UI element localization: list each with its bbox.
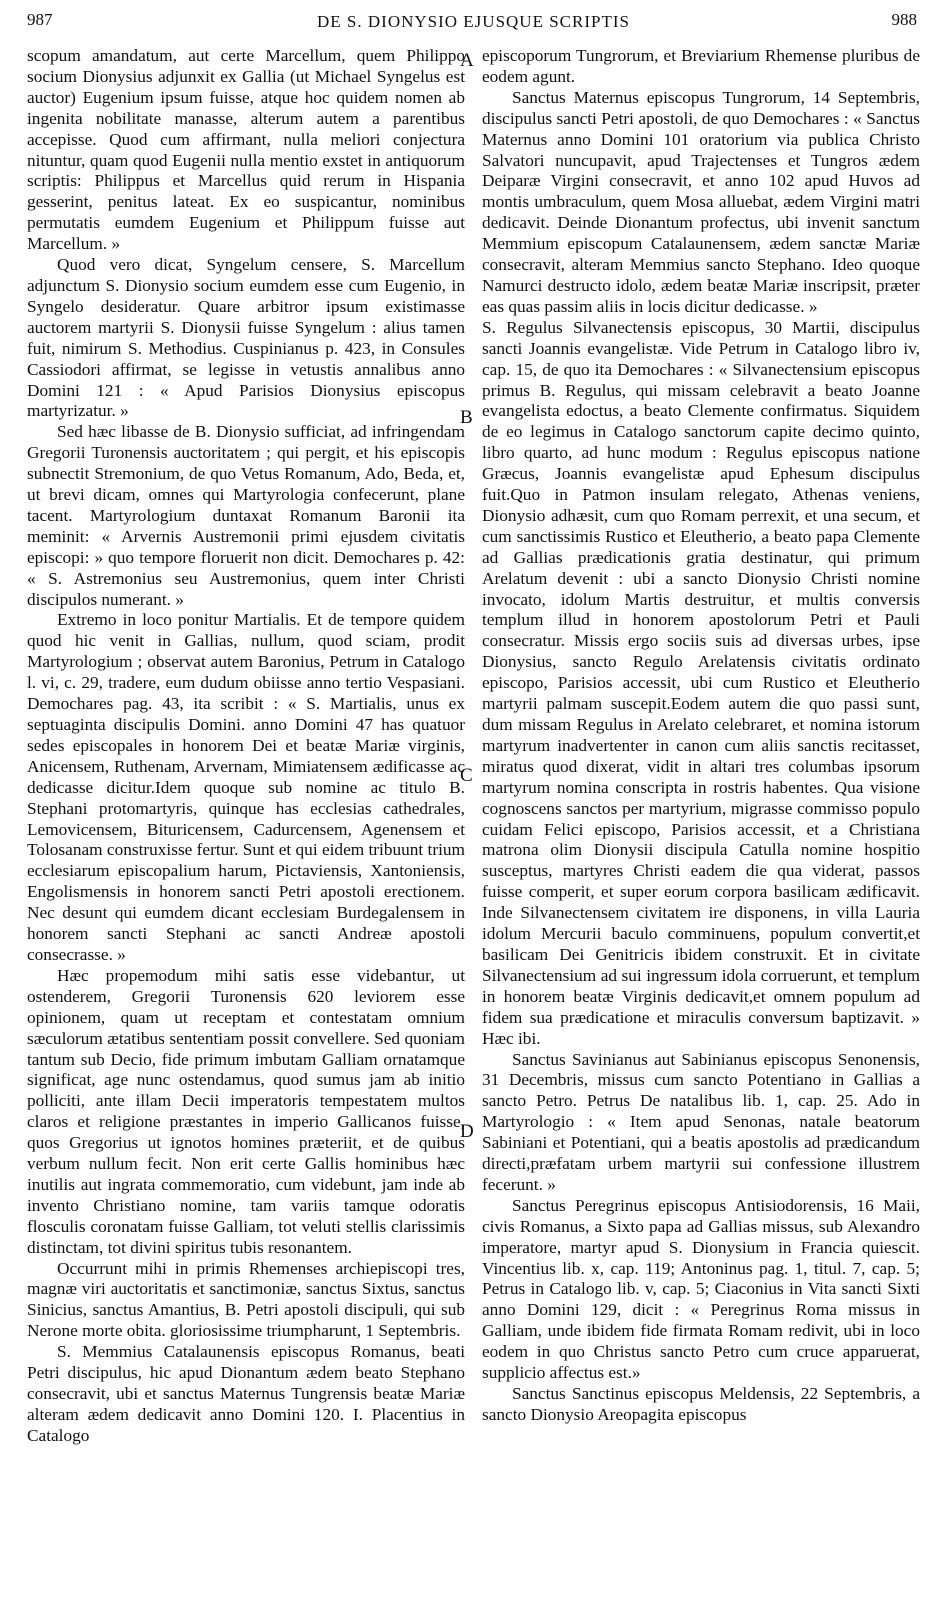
paragraph: Sanctus Savinianus aut Sabinianus episcopus Senonensis, 31 Decembris, missus cum sancto Potentiano in Gallias a sancto Petro. Petrus De natalibus lib. 1, cap. 25. Ado in Martyrologio : « Item apud Senonas, natale beatorum Sabiniani et Potentiani, qui a beatis apostolis ad prædicandum directi,præfatam urbem martyrii sui confessione illustrem fecerunt. » — [482, 1049, 920, 1194]
paragraph: Sanctus Sanctinus episcopus Meldensis, 22 Septembris, a sancto Dionysio Areopagita episcopus — [482, 1384, 920, 1424]
right-column — [482, 46, 920, 1586]
running-title: DE S. DIONYSIO EJUSQUE SCRIPTIS — [317, 12, 630, 31]
paragraph: scopum amandatum, aut certe Marcellum, quem Philippo socium Dionysius adjunxit ex Gallia (ut Michael Syngelus est auctor) Eugenium ipsum fuisse, atque hoc quidem nomen ab ingenita nobilitate manasse, alterum autem a parentibus accepisse. Quod cum affirmant, nulla meliori conjectura nituntur, quam quod Eugenii nulla mentio exstet in antiquorum scriptis: Philippus et Marcellus quid rerum in Hispania gesserint, penitus lateat. Ex eo suspicantur, nominibus permutatis eumdem Eugenium et Philippum fuisse aut Marcellum. » — [27, 46, 465, 254]
paragraph: Sed hæc libasse de B. Dionysio sufficiat, ad infringendam Gregorii Turonensis auctoritatem ; qui pergit, et his episcopis subnectit Stremonium, de quo Vetus Romanum, Ado, Beda, et, ut brevi dicam, omnes qui Martyrologia confecerunt, plane tacent. Martyrologium duntaxat Romanum Baronii ita meminit: « Arvernis Austremonii primi ejusdem civitatis episcopi: » quo tempore floruerit non dicit. Demochares p. 42: « S. Astremonius seu Austremonius, quem inter Christi discipulos numerant. » — [27, 422, 465, 609]
paragraph: Extremo in loco ponitur Martialis. Et de tempore quidem quod hic venit in Gallias, nullum, quod sciam, prodit Martyrologium ; observat autem Baronius, Petrum in Catalogo l. vi, c. 29, tradere, eum dudum obiisse anno tertio Vespasiani. Demochares pag. 43, ita scribit : « S. Martialis, unus ex septuaginta discipulis Domini. anno Domini 47 has quatuor sedes episcopales in honorem Dei et beatæ Mariæ virginis, Anicensem, Ruthenam, Arvernam, Mimiatensem ædificasse ac dedicasse dicitur.Idem quoque sub nomine ac titulo B. Stephani protomartyris, quinque has ecclesias cathedrales, Lemovicensem, Bituricensem, Cadurcensem, Agenensem et Tolosanam construxisse fertur. Sunt et qui eidem tribuunt trium ecclesiarum episcopalium harum, Pictaviensis, Xantoniensis, Engolismensis in honorem sancti Petri apostoli erectionem. Nec desunt qui eumdem dicant ecclesiam Burdegalensem in honorem sancti Stephani ac sancti Andreæ apostoli consecrasse. » — [27, 610, 465, 964]
page-header — [0, 10, 947, 40]
paragraph: episcoporum Tungrorum, et Breviarium Rhemense pluribus de eodem agunt. — [482, 46, 920, 86]
margin-letter-b: B — [460, 407, 473, 428]
margin-letter-d: D — [460, 1121, 474, 1142]
paragraph: Sanctus Maternus episcopus Tungrorum, 14 Septembris, discipulus sancti Petri apostoli, de quo Demochares : « Sanctus Maternus anno Domini 101 oratorium via publica Christo Salvatori nuncupavit, apud Trajectenses et Tungros ædem Deiparæ Virgini consecravit, et anno 102 apud Huvos ad montis umbraculum, quem Mosa alluebat, ædem Virgini matri dedicavit. Deinde Dionantum profectus, ubi invenit sanctum Memmium episcopum Catalaunensem, ædem sanctæ Mariæ consecravit, alteram Memmius sancto Stephano. Ideo quoque Namurci destructo idolo, ædem beatæ Mariæ inscripsit, præter eas quas passim aliis in locis dicitur dedicasse. » — [482, 87, 920, 316]
paragraph: Hæc propemodum mihi satis esse videbantur, ut ostenderem, Gregorii Turonensis 620 leviorem esse opinionem, quam ut receptam et contestatam omnium sæculorum ætatibus sententiam possit convellere. Sed quoniam tantum sub Decio, fide primum imbutam Galliam ornatamque significat, age nunc ostendamus, quod sumus jam ab initio polliciti, ante illam Decii imperatoris tempestatem multos claros et religione præstantes in imperio Gallicanos fuisse, quos Gregorius ut ignotos homines præteriit, et de quibus verbum nullum fecit. Non erit certe Gallis hominibus hæc inutilis aut ingrata commemoratio, cum videbunt, jam inde ab invento Christiano nomine, tam variis tamque odoratis flosculis coronatam fuisse Galliam, tot veluti stellis clarissimis distinctam, tot divini spiritus tubis resonantem. — [27, 965, 465, 1257]
margin-letter-a: A — [460, 50, 474, 71]
page-number-right: 988 — [891, 10, 917, 29]
paragraph: S. Regulus Silvanectensis episcopus, 30 Martii, discipulus sancti Joannis evangelistæ. Vide Petrum in Catalogo libro iv, cap. 15, de quo ita Demochares : « Silvanectensium episcopus primus B. Regulus, qui missam celebravit a beato Joanne evangelista edoctus, a beato Clemente confirmatus. Siquidem de eo legimus in Catalogo sanctorum capite decimo quinto, libro quarto, ad hunc modum : Regulus episcopus natione Græcus, Joannis evangelistæ apud Ephesum discipulus fuit.Quo in Patmon insulam relegato, Athenas veniens, Dionysio adhæsit, cum quo Romam perrexit, et una secum, et cum sanctissimis Rustico et Eleutherio, a beato papa Clemente ad Gallias prædicationis gratia destinatur, qui primum Arelatum devenit : ubi a sancto Dionysio Christi nomine invocato, idolum Martis destruitur, et multis conversis templum illud in honorem apostolorum Petri et Pauli consecratur. Missis ergo sociis suis ad diversas urbes, ipse Dionysius, sancto Regulo Arelatensis civitatis ordinato episcopo, Parisios accessit, ubi cum Rustico et Eleutherio martyrii palmam suscepit.Eodem autem die quo passi sunt, dum missam Regulus in Arelato celebraret, et nomina istorum martyrum inadvertenter in canon cum aliis sanctis recitasset, miratus quod dixerat, vidit in altari tres columbas ipsorum martyrum nomina conscripta in rostris habentes. Qua visione cognoscens sanctos per martyrium, migrasse commisso populo cuidam Felici episcopo, Parisios accessit, et a Christiana matrona olim Dionysii discipula Catulla nomine hospitio susceptus, martyres Christi eadem die qua viderat, passos fuisse comperit, et super eorum corpora basilicam ædificavit. Inde Silvanectensem civitatem ire disponens, in villa Lauria idolum Mercurii baculo comminuens, populum convertit,et basilicam Dei Genitricis ibidem construxit. Et in civitate Silvanectensium ad sui ingressum idola corruerunt, et templum in honorem beatæ Virginis dedicavit,et omnem populum ad fidem sua prædicatione et miraculis conversum baptizavit. » Hæc ibi. — [482, 317, 920, 1048]
paragraph: Sanctus Peregrinus episcopus Antisiodorensis, 16 Maii, civis Romanus, a Sixto papa ad Gallias missus, sub Alexandro imperatore, martyr apud S. Dionysium in Francia quiescit. Vincentius lib. x, cap. 119; Antoninus pag. 1, titul. 7, cap. 5; Petrus in Catalogo lib. v, cap. 5; Ciaconius in Vita sancti Sixti anno Domini 129, dicit : « Peregrinus Roma missus in Galliam, unde ibidem fide firmata Romam redivit, ubi in loco eodem in quo Christus sancto Petro cum cruce apparuerat, supplicio affectus est.» — [482, 1195, 920, 1383]
margin-letter-c: C — [460, 765, 473, 786]
paragraph: Quod vero dicat, Syngelum censere, S. Marcellum adjunctum S. Dionysio socium eumdem esse cum Eugenio, in Syngelo desideratur. Quare arbitror ipsum existimasse auctorem martyrii S. Dionysii fuisse Syngelum : alius tamen fuit, nimirum S. Methodius. Cuspinianus p. 423, in Consules Cassiodori affirmat, se legisse in vetustis annalibus anno Domini 121 : « Apud Parisios Dionysius episcopus martyrizatur. » — [27, 255, 465, 421]
paragraph: Occurrunt mihi in primis Rhemenses archiepiscopi tres, magnæ viri auctoritatis et sanctimoniæ, sanctus Sixtus, sanctus Sinicius, sanctus Amantius, B. Petri apostoli discipuli, qui sub Nerone morte obita. gloriosissime triumpharunt, 1 Septembris. — [27, 1258, 465, 1341]
page-number-left: 987 — [27, 10, 53, 29]
left-column — [27, 46, 465, 1586]
paragraph: S. Memmius Catalaunensis episcopus Romanus, beati Petri discipulus, hic apud Dionantum ædem beato Stephano consecravit, ubi et sanctus Maternus Tungrensis beatæ Mariæ alteram ædem dedicavit anno Domini 120. I. Placentius in Catalogo — [27, 1342, 465, 1445]
